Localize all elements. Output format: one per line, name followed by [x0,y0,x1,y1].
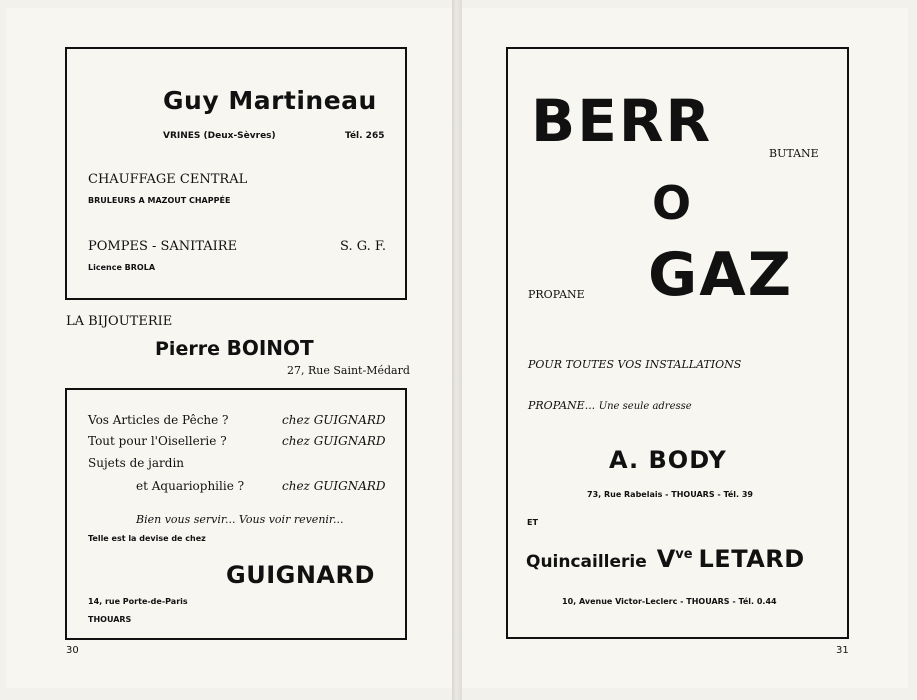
martineau-licence: Licence BROLA [88,263,156,272]
guignard-name: GUIGNARD [226,561,375,589]
letard-address: 10, Avenue Victor-Leclerc - THOUARS - Tél. 0.44 [562,597,777,606]
body-address: 73, Rue Rabelais - THOUARS - Tél. 39 [587,490,753,499]
letard-line [526,547,805,571]
berrogaz-line1: POUR TOUTES VOS INSTALLATIONS [528,358,742,371]
guignard-devise: Telle est la devise de chez [88,534,206,543]
guignard-address: 14, rue Porte-de-Paris [88,597,188,606]
book-spine [452,0,462,700]
guignard-row1-right: chez GUIGNARD [282,413,386,427]
letard-a: Quincaillerie [526,552,647,572]
martineau-heating: CHAUFFAGE CENTRAL [88,172,248,187]
guignard-row1-left: Vos Articles de Pêche ? [88,413,229,427]
guignard-row2-right: chez GUIGNARD [282,434,386,448]
guignard-row4-right: chez GUIGNARD [282,479,386,493]
letard-v-cap: V [656,545,676,573]
guignard-row4-left: et Aquariophilie ? [136,479,245,493]
martineau-phone: Tél. 265 [345,131,385,141]
boinot-name [155,336,314,360]
martineau-plumbing: POMPES - SANITAIRE [88,239,238,254]
guignard-slogan: Bien vous servir... Vous voir revenir... [136,513,344,526]
martineau-burners: BRULEURS A MAZOUT CHAPPÉE [88,196,231,205]
boinot-last: BOINOT [226,336,314,360]
berrogaz-line2-b: Une seule adresse [598,401,692,412]
berrogaz-word3: GAZ [648,240,794,310]
martineau-sgf: S. G. F. [340,239,387,254]
berrogaz-line2-a: PROPANE... [528,399,596,412]
martineau-name: Guy Martineau [163,86,377,115]
guignard-city: THOUARS [88,615,132,624]
berrogaz-butane: BUTANE [769,147,819,160]
berrogaz-propane: PROPANE [528,288,585,301]
page-number-right: 31 [836,645,849,656]
martineau-town: VRINES (Deux-Sèvres) [163,131,276,141]
guignard-row2-left: Tout pour l'Oisellerie ? [88,434,227,448]
letard-b: LETARD [698,545,805,573]
guignard-row3-left: Sujets de jardin [88,456,185,470]
letard-v-sup: ve [675,547,693,562]
letard-v [657,545,693,573]
et-label: ET [527,518,538,527]
boinot-address: 27, Rue Saint-Médard [287,364,410,377]
berrogaz-word1: BERR [531,87,713,155]
page-number-left: 30 [66,645,79,656]
berrogaz-word2: O [652,176,692,230]
body-name: A. BODY [609,446,727,474]
bijouterie-label: LA BIJOUTERIE [66,314,173,329]
berrogaz-line2 [528,399,692,412]
boinot-first: Pierre [155,338,220,360]
